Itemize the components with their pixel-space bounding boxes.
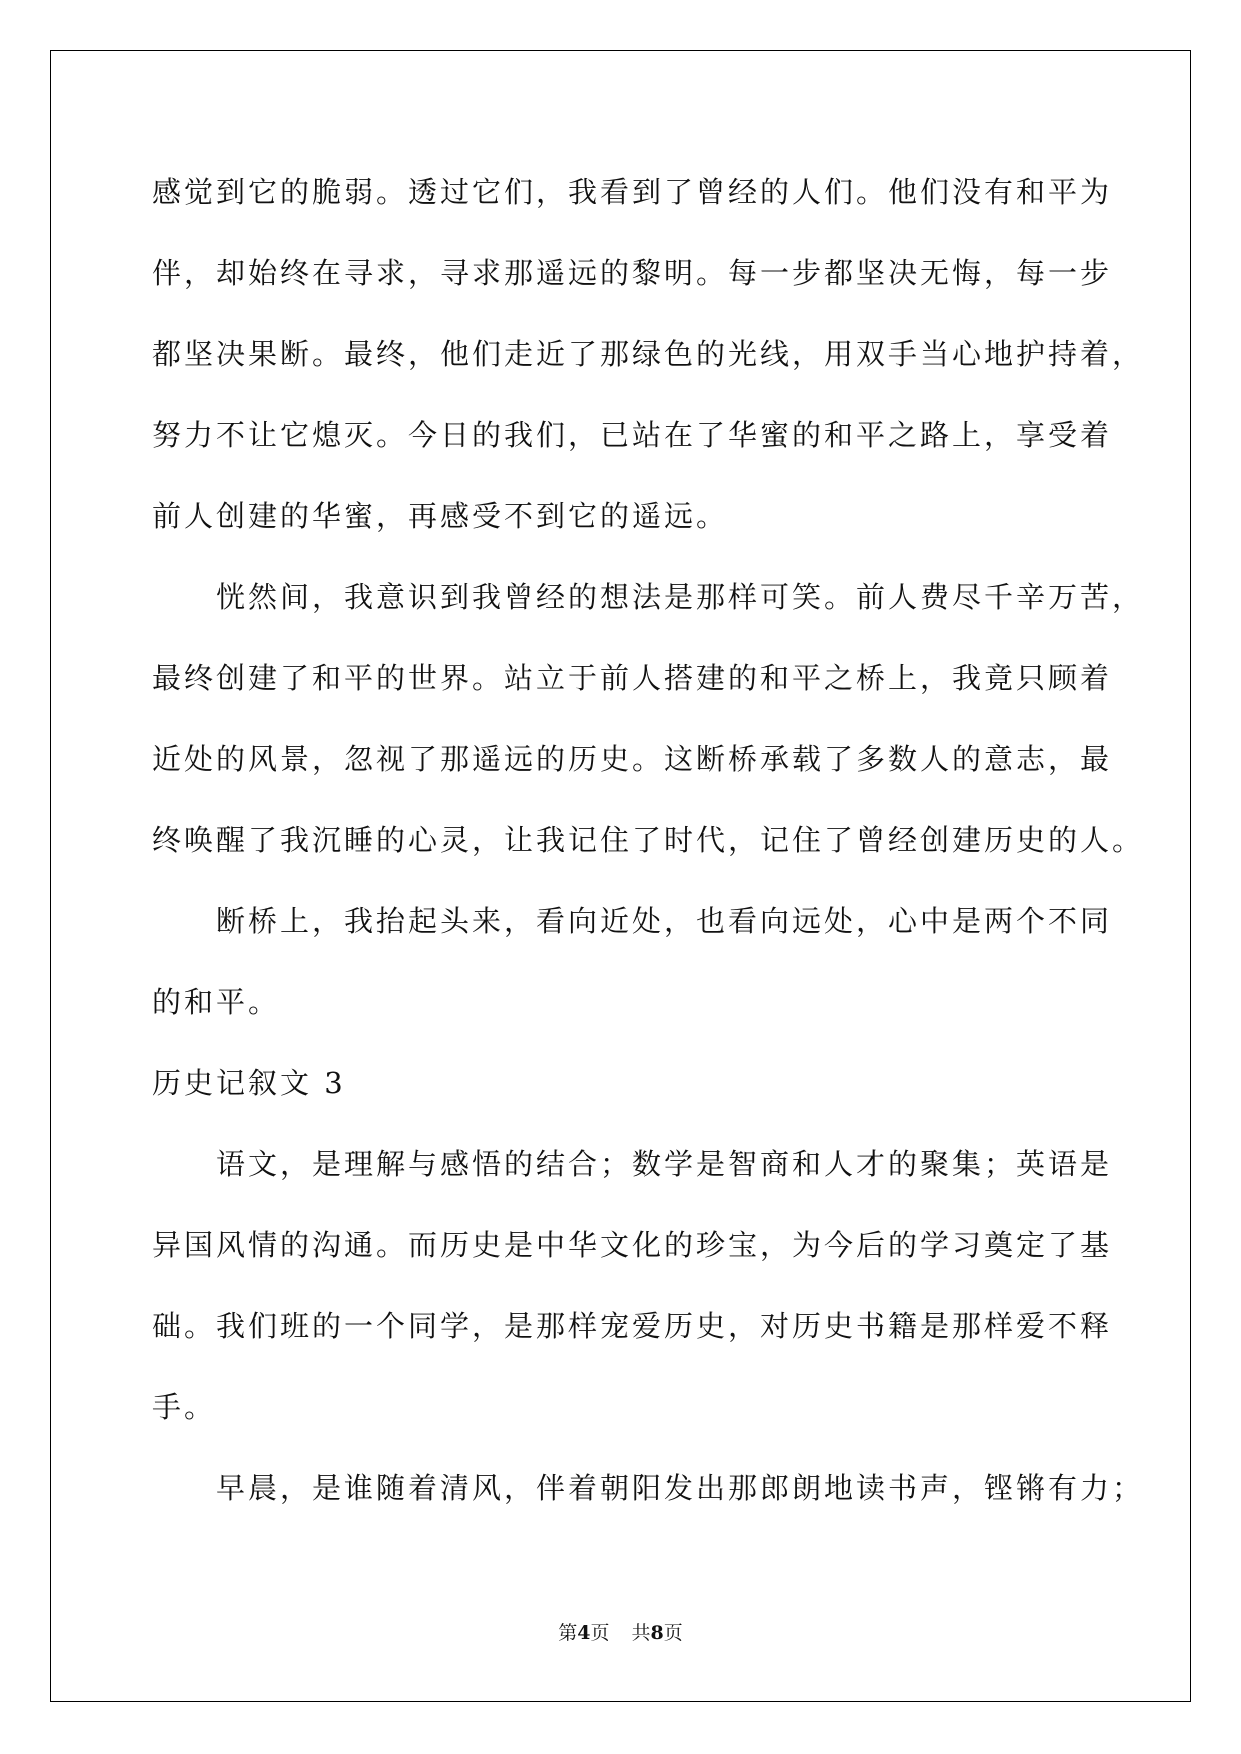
total-suffix: 页: [663, 1622, 683, 1644]
page-number: 4: [577, 1622, 591, 1644]
page-suffix: 页: [590, 1622, 610, 1644]
text-line: 早晨，是谁随着清风，伴着朝阳发出那郎朗地读书声，铿锵有力；: [216, 1471, 1145, 1505]
text-line: 最终创建了和平的世界。站立于前人搭建的和平之桥上，我竟只顾着: [152, 661, 1113, 695]
text-line: 恍然间，我意识到我曾经的想法是那样可笑。前人费尽千辛万苦，: [216, 580, 1145, 614]
text-line: 的和平。: [152, 985, 281, 1019]
total-prefix: 共: [631, 1622, 651, 1644]
text-line: 异国风情的沟通。而历史是中华文化的珍宝，为今后的学习奠定了基: [152, 1228, 1113, 1262]
section-heading: 历史记叙文 3: [152, 1066, 346, 1100]
text-line: 伴，却始终在寻求，寻求那遥远的黎明。每一步都坚决无悔，每一步: [152, 256, 1113, 290]
text-line: 都坚决果断。最终，他们走近了那绿色的光线，用双手当心地护持着，: [152, 337, 1145, 371]
total-pages: 8: [650, 1622, 664, 1644]
page-footer: [0, 1618, 1241, 1658]
page-prefix: 第: [558, 1622, 578, 1644]
text-line: 近处的风景，忽视了那遥远的历史。这断桥承载了多数人的意志，最: [152, 742, 1113, 776]
text-line: 感觉到它的脆弱。透过它们，我看到了曾经的人们。他们没有和平为: [152, 175, 1113, 209]
text-line: 努力不让它熄灭。今日的我们，已站在了华蜜的和平之路上，享受着: [152, 418, 1113, 452]
text-line: 语文，是理解与感悟的结合；数学是智商和人才的聚集；英语是: [216, 1147, 1113, 1181]
text-line: 手。: [152, 1390, 217, 1424]
text-line: 础。我们班的一个同学，是那样宠爱历史，对历史书籍是那样爱不释: [152, 1309, 1113, 1343]
text-line: 终唤醒了我沉睡的心灵，让我记住了时代，记住了曾经创建历史的人。: [152, 823, 1145, 857]
text-line: 断桥上，我抬起头来，看向近处，也看向远处，心中是两个不同: [216, 904, 1113, 938]
text-line: 前人创建的华蜜，再感受不到它的遥远。: [152, 499, 729, 533]
document-body: [152, 152, 1145, 1529]
